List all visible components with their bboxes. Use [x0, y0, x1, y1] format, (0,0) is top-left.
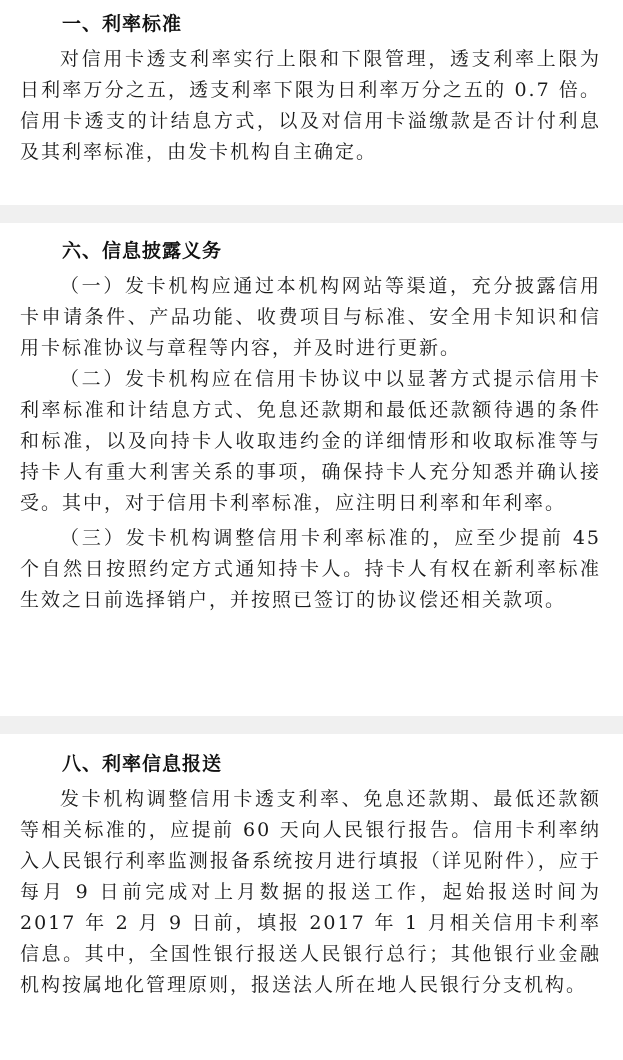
section-divider — [0, 205, 623, 223]
paragraph: 发卡机构调整信用卡透支利率、免息还款期、最低还款额等相关标准的，应提前 60 天向人民银行报告。信用卡利率纳入人民银行利率监测报备系统按月进行填报（详见附件），应于每月 9 日前完成对上月数据的报送工作，起始报送时间为 2017 年 2 月 9 日前，填报 2017 年 1 月相关信用卡利率信息。其中，全国性银行报送人民银行总行；其他银行业金融机构按属地化管理原则，报送法人所在地人民银行分支机构。 — [20, 788, 601, 996]
section-disclosure-obligation — [0, 223, 623, 716]
paragraph: （一）发卡机构应通过本机构网站等渠道，充分披露信用卡申请条件、产品功能、收费项目与标准、安全用卡知识和信用卡标准协议与章程等内容，并及时进行更新。 — [20, 275, 601, 359]
section-heading: 八、利率信息报送 — [62, 753, 223, 775]
section-interest-rate-standard — [0, 0, 623, 205]
section-divider — [0, 716, 623, 734]
section-rate-info-reporting — [0, 734, 623, 1060]
paragraph: 对信用卡透支利率实行上限和下限管理，透支利率上限为日利率万分之五，透支利率下限为日利率万分之五的 0.7 倍。信用卡透支的计结息方式，以及对信用卡溢缴款是否计付利息及其利率标准，由发卡机构自主确定。 — [20, 48, 601, 163]
section-heading: 一、利率标准 — [62, 13, 183, 35]
paragraph: （二）发卡机构应在信用卡协议中以显著方式提示信用卡利率标准和计结息方式、免息还款期和最低还款额待遇的条件和标准，以及向持卡人收取违约金的详细情形和收取标准等与持卡人有重大利害关系的事项，确保持卡人充分知悉并确认接受。其中，对于信用卡利率标准，应注明日利率和年利率。 — [20, 368, 601, 514]
paragraph: （三）发卡机构调整信用卡利率标准的，应至少提前 45 个自然日按照约定方式通知持卡人。持卡人有权在新利率标准生效之日前选择销户，并按照已签订的协议偿还相关款项。 — [20, 527, 601, 611]
section-heading: 六、信息披露义务 — [62, 240, 223, 262]
